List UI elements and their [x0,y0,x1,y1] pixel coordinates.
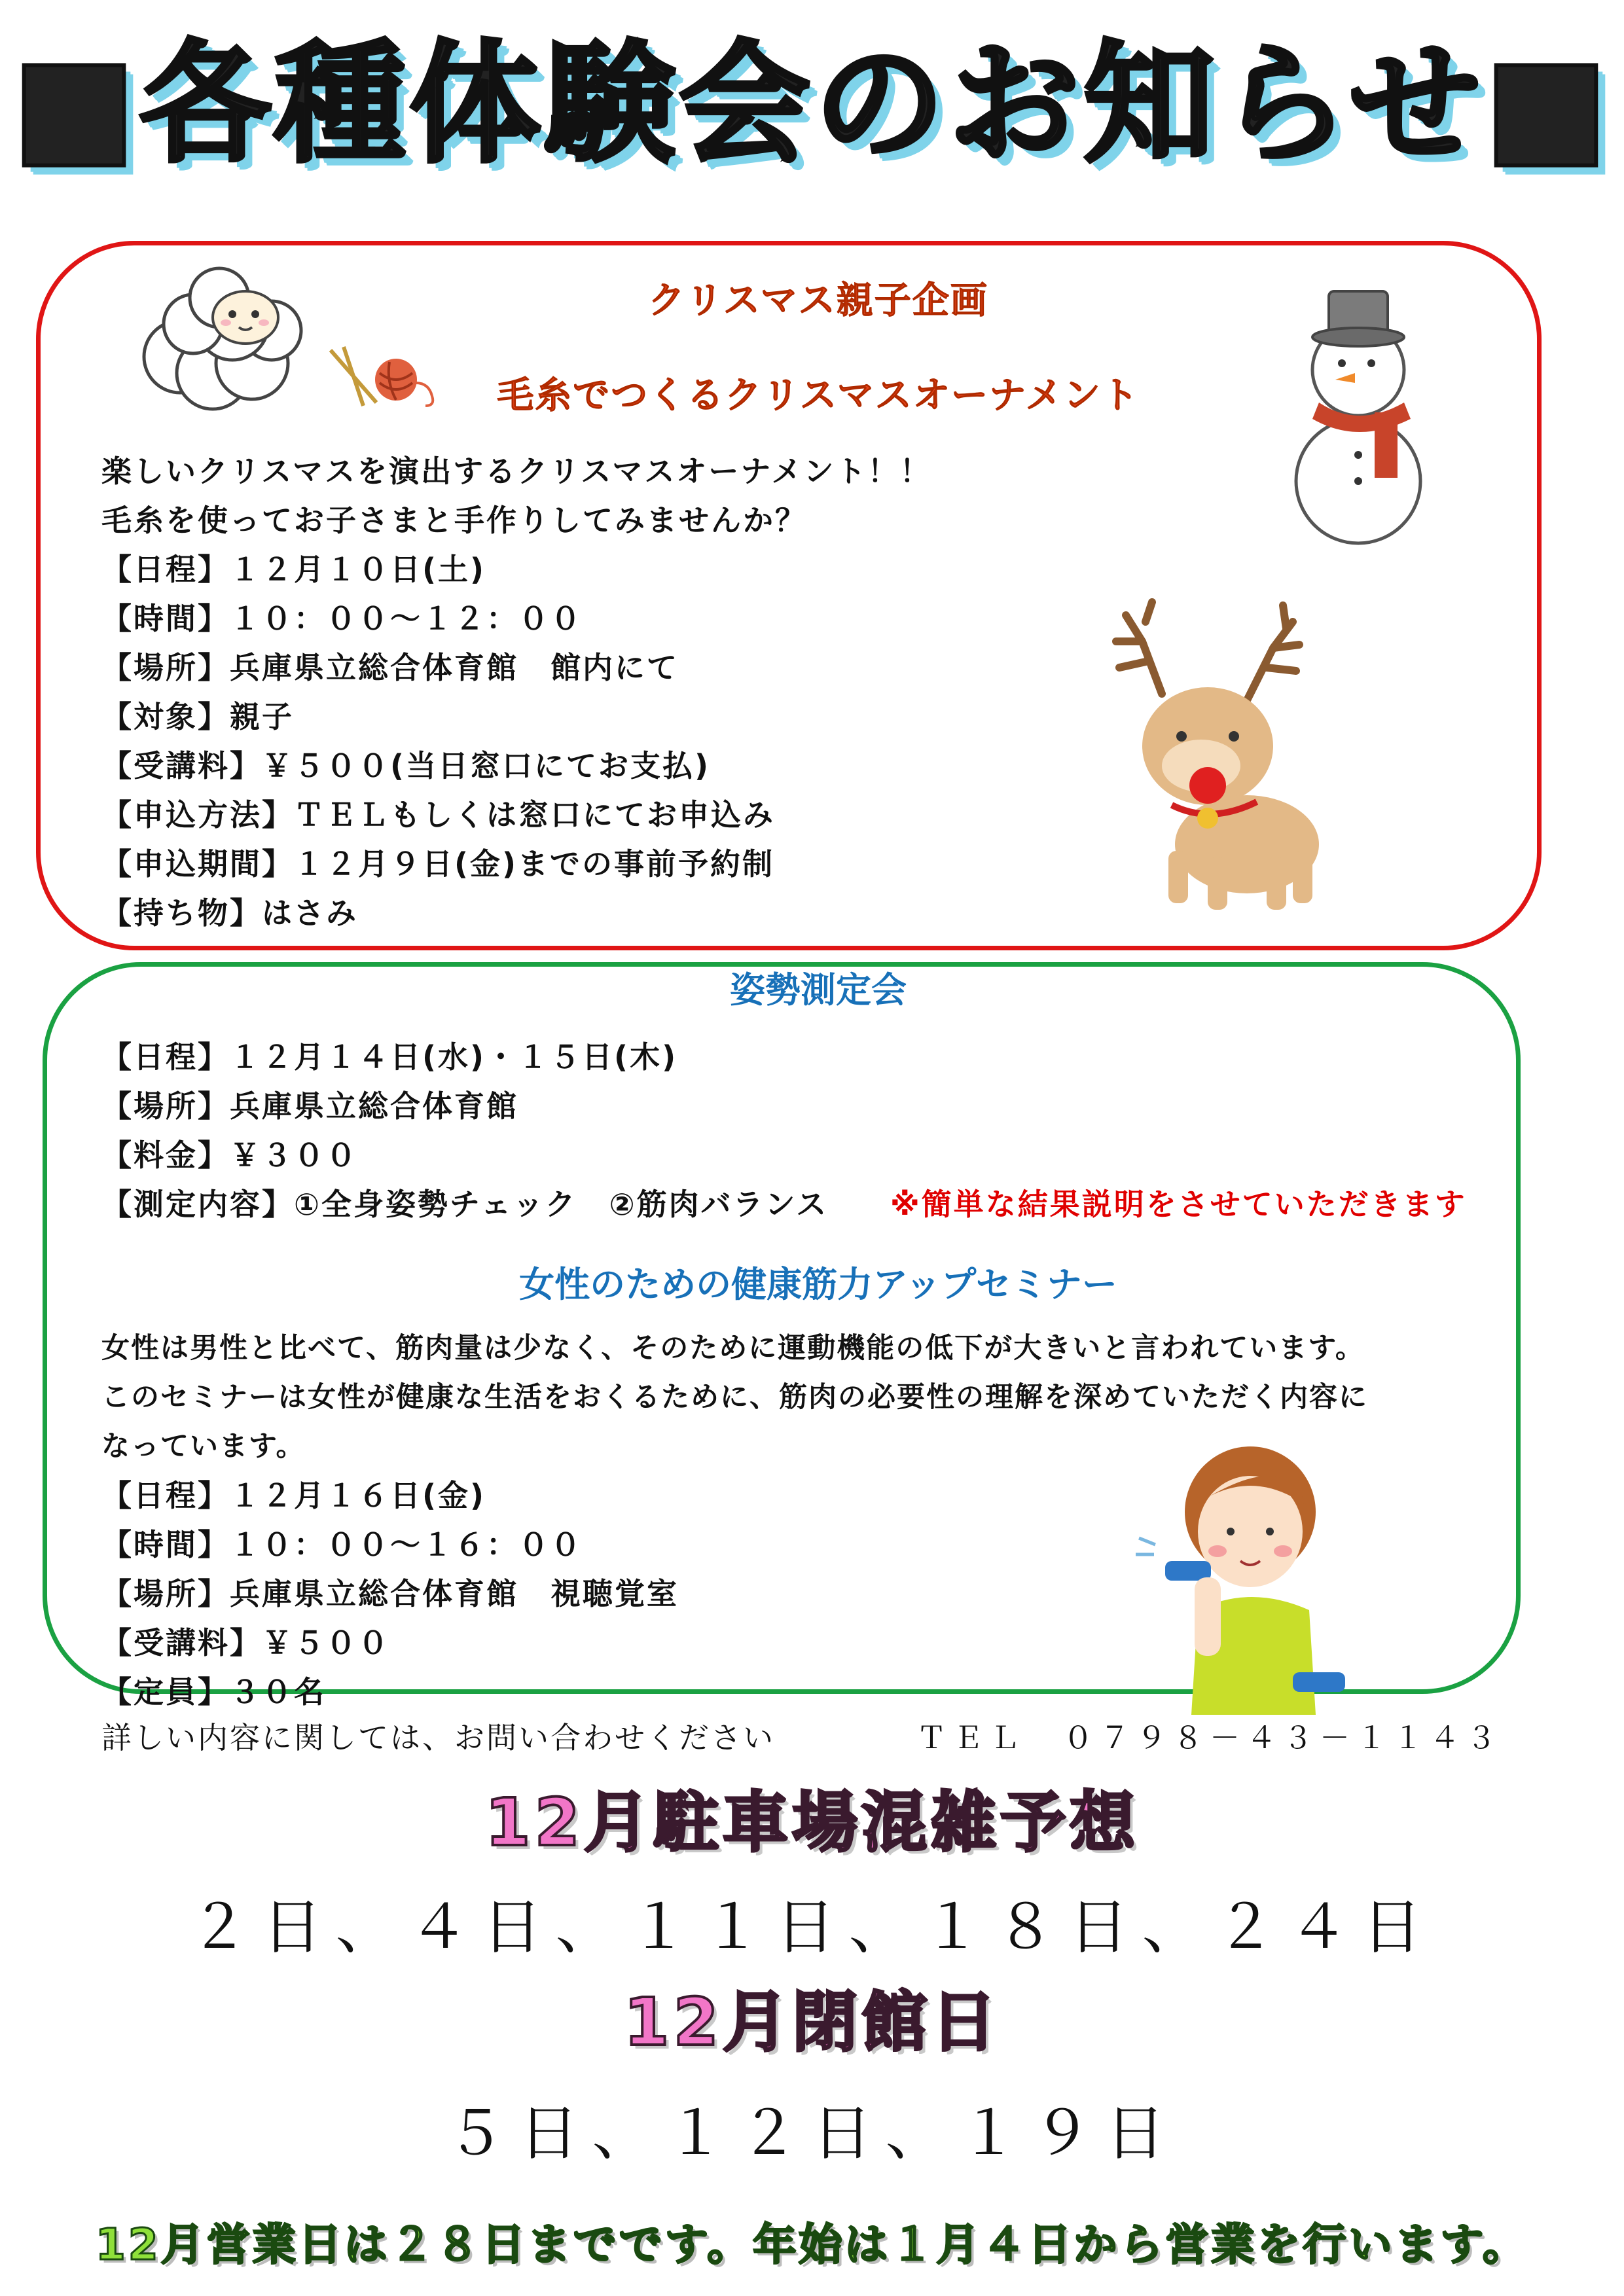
business-days-note: 12月営業日は２８日までです。年始は１月４日から営業を行います。 [95,2219,1529,2270]
sheep-icon [134,259,311,422]
closed-dates: ５日、１２日、１９日 [445,2098,1179,2168]
seminar-line: 【受講料】￥５００ [101,1625,390,1660]
christmas-line: 【時間】１０：００～１２：００ [101,601,583,636]
snowman-icon [1267,272,1450,547]
seminar-line: なっています。 [101,1430,306,1463]
christmas-line: 【持ち物】はさみ [101,895,358,931]
parking-dates: ２日、４日、１１日、１８日、２４日 [189,1892,1435,1962]
seminar-line: 【場所】兵庫県立総合体育館 視聴覚室 [101,1576,679,1611]
ornament-heading: 毛糸でつくるクリスマスオーナメント [497,374,1140,417]
seminar-line: 【日程】１２月１６日(金) [101,1478,486,1513]
seminar-line: 【定員】３０名 [101,1674,326,1710]
christmas-heading: クリスマス親子企画 [648,279,988,322]
seminar-heading: 女性のための健康筋力アップセミナー [519,1264,1117,1305]
posture-line: 【料金】￥３００ [101,1138,358,1173]
christmas-line: 【申込期間】１２月９日(金)までの事前予約制 [101,846,775,882]
christmas-line: 楽しいクリスマスを演出するクリスマスオーナメント！！ [101,454,932,489]
christmas-line: 【対象】親子 [101,699,294,734]
christmas-line: 【日程】１２月１０日(土) [101,552,486,587]
christmas-line: 毛糸を使ってお子さまと手作りしてみませんか？ [101,503,807,538]
christmas-line: 【申込方法】ＴＥＬもしくは窓口にてお申込み [101,797,775,833]
posture-measure: 【測定内容】①全身姿勢チェック ②筋肉バランス [101,1187,829,1222]
reindeer-icon [1110,596,1332,916]
parking-heading: 12月駐車場混雑予想 [484,1784,1140,1861]
seminar-line: 女性は男性と比べて、筋肉量は少なく、そのために運動機能の低下が大きいと言われています。 [101,1332,1365,1365]
posture-heading: 姿勢測定会 [730,969,907,1011]
christmas-line: 【場所】兵庫県立総合体育館 館内にて [101,650,679,685]
christmas-line: 【受講料】￥５００(当日窓口にてお支払) [101,748,711,783]
closed-heading: 12月閉館日 [623,1984,1001,2060]
posture-line: 【日程】１２月１４日(水)・１５日(木) [101,1039,678,1075]
page-title: ■各種体験会のお知らせ■ [12,28,1612,181]
woman-exercise-icon [1126,1433,1375,1721]
posture-note: ※簡単な結果説明をさせていただきます [890,1187,1467,1222]
contact-tel: ＴＥＬ ０７９８－４３－１１４３ [916,1720,1503,1755]
seminar-line: このセミナーは女性が健康な生活をおくるために、筋肉の必要性の理解を深めていただく内容に [101,1381,1368,1414]
posture-line: 【場所】兵庫県立総合体育館 [101,1088,518,1124]
seminar-line: 【時間】１０：００～１６：００ [101,1527,583,1562]
contact-text: 詳しい内容に関しては、お問い合わせください [101,1720,775,1755]
